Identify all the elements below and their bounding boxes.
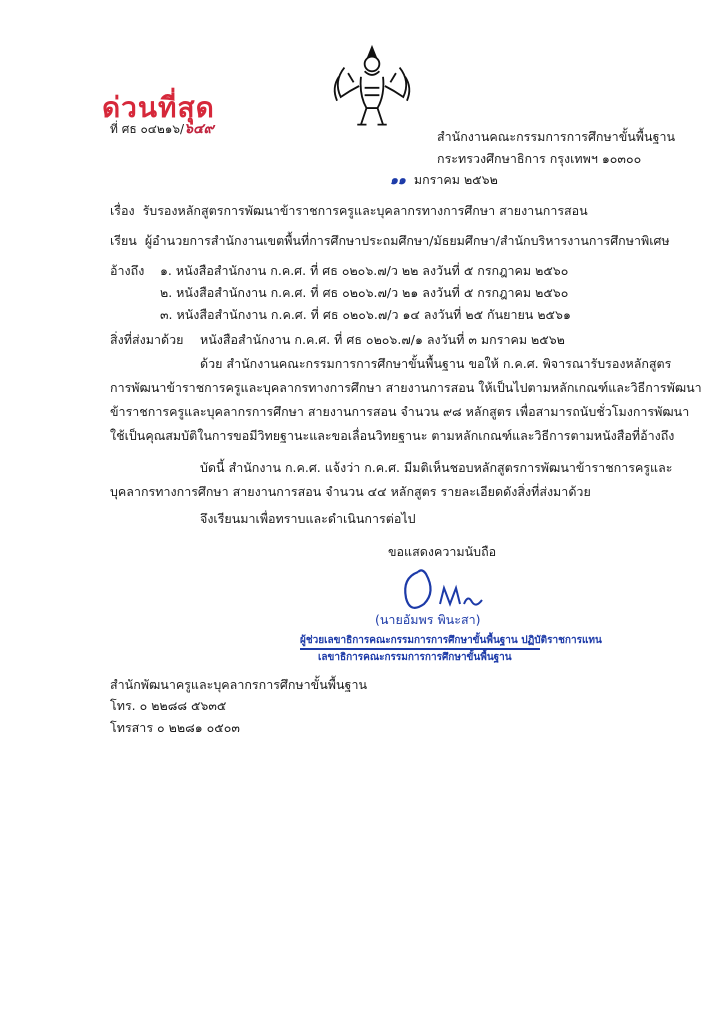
subject-line (110, 203, 588, 219)
paragraph-1-line: ข้าราชการครูและบุคลากรการศึกษา สายงานการสอน จำนวน ๙๘ หลักสูตร เพื่อสามารถนับชั่วโมงการพัฒนา (110, 404, 690, 419)
references-label: อ้างถึง (110, 263, 145, 278)
issuing-agency (437, 126, 675, 170)
handwritten-signature (396, 564, 526, 616)
garuda-emblem-icon (326, 40, 418, 132)
signatory-title-2: เลขาธิการคณะกรรมการการศึกษาขั้นพื้นฐาน (318, 652, 512, 663)
recipient-label: เรียน (110, 233, 137, 248)
closing-sentence: จึงเรียนมาเพื่อทราบและดำเนินการต่อไป (200, 511, 416, 526)
stamp-underline (300, 648, 540, 650)
recipient-text: ผู้อำนวยการสำนักงานเขตพื้นที่การศึกษาประถมศึกษา/มัธยมศึกษา/สำนักบริหารงานการศึกษาพิเศษ (144, 233, 670, 248)
paragraph-1-line: ด้วย สำนักงานคณะกรรมการการศึกษาขั้นพื้นฐาน ขอให้ ก.ค.ศ. พิจารณารับรองหลักสูตร (200, 356, 672, 371)
letter-date (390, 170, 498, 190)
subject-text: รับรองหลักสูตรการพัฒนาข้าราชการครูและบุคลากรทางการศึกษา สายงานการสอน (142, 203, 588, 218)
agency-line-1: สำนักงานคณะกรรมการการศึกษาขั้นพื้นฐาน (437, 129, 676, 144)
agency-line-2: กระทรวงศึกษาธิการ กรุงเทพฯ ๑๐๓๐๐ (437, 151, 642, 166)
reference-item: ๑. หนังสือสำนักงาน ก.ค.ศ. ที่ ศธ ๐๒๐๖.๗/ว ๒๒ ลงวันที่ ๕ กรกฎาคม ๒๕๖๐ (160, 263, 569, 278)
recipient-line (110, 233, 670, 249)
signatory-title-1: ผู้ช่วยเลขาธิการคณะกรรมการการศึกษาขั้นพื้นฐาน ปฏิบัติราชการแทน (300, 635, 602, 646)
signatory-name: (นายอัมพร พินะสา) (375, 612, 481, 627)
complimentary-close: ขอแสดงความนับถือ (388, 544, 497, 559)
urgency-heading: ด่วนที่สุด (102, 91, 215, 124)
reference-item: ๓. หนังสือสำนักงาน ก.ค.ศ. ที่ ศธ ๐๒๐๖.๗/ว ๑๔ ลงวันที่ ๒๕ กันยายน ๒๕๖๑ (160, 307, 571, 322)
paragraph-2-line: บุคลากรทางการศึกษา สายงานการสอน จำนวน ๔๔ หลักสูตร รายละเอียดดังสิ่งที่ส่งมาด้วย (110, 484, 591, 499)
reference-handwritten: ๖๔๙ (184, 121, 214, 137)
reference-number (110, 118, 214, 140)
paragraph-1-line: ใช้เป็นคุณสมบัติในการขอมีวิทยฐานะและขอเลื่อนวิทยฐานะ ตามหลักเกณฑ์และวิธีการตามหนังสือที่อ้างถึง (110, 428, 675, 443)
enclosure-text: หนังสือสำนักงาน ก.ค.ศ. ที่ ศธ ๐๒๐๖.๗/๑ ลงวันที่ ๓ มกราคม ๒๕๖๒ (200, 332, 565, 347)
date-day: ๑๑ (390, 172, 406, 187)
footer-office: สำนักพัฒนาครูและบุคลากรการศึกษาขั้นพื้นฐาน (110, 677, 368, 692)
footer-fax: โทรสาร ๐ ๒๒๘๑ ๐๕๐๓ (110, 720, 240, 735)
footer-phone: โทร. ๐ ๒๒๘๘ ๕๖๓๕ (110, 698, 227, 713)
paragraph-2-line: บัดนี้ สำนักงาน ก.ค.ศ. แจ้งว่า ก.ค.ศ. มีมติเห็นชอบหลักสูตรการพัฒนาข้าราชการครูและ (200, 460, 673, 475)
reference-prefix: ที่ ศธ ๐๔๒๑๖/ (110, 122, 185, 136)
enclosure-label: สิ่งที่ส่งมาด้วย (110, 332, 184, 347)
date-month-year: มกราคม ๒๕๖๒ (413, 172, 498, 187)
paragraph-1-line: การพัฒนาข้าราชการครูและบุคลากรทางการศึกษา สายงานการสอน ให้เป็นไปตามหลักเกณฑ์และวิธีการพัฒนา (110, 380, 702, 395)
subject-label: เรื่อง (110, 203, 135, 218)
reference-item: ๒. หนังสือสำนักงาน ก.ค.ศ. ที่ ศธ ๐๒๐๖.๗/ว ๒๑ ลงวันที่ ๕ กรกฎาคม ๒๕๖๐ (160, 285, 569, 300)
